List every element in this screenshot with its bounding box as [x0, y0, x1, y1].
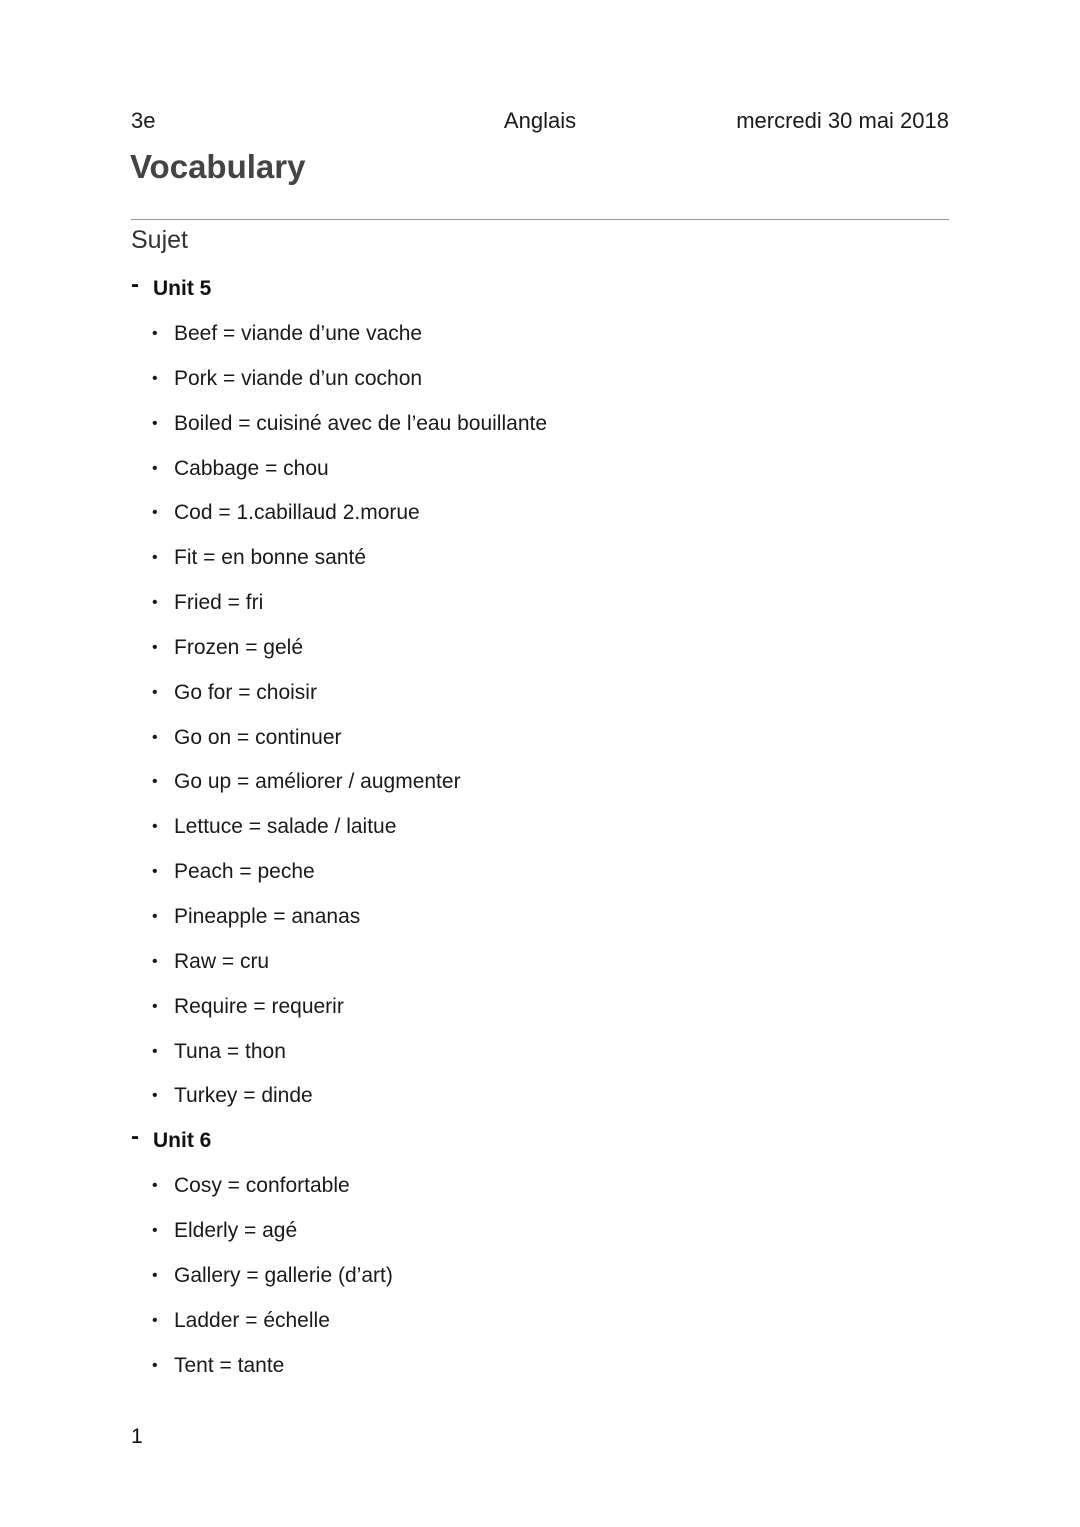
bullet-icon: • [152, 1266, 158, 1284]
bullet-icon: • [152, 952, 158, 970]
vocab-entry: Go for = choisir [174, 680, 317, 704]
unit-label: Unit 6 [153, 1129, 212, 1153]
bullet-icon: • [152, 1356, 158, 1374]
bullet-icon: • [152, 683, 158, 701]
vocab-item [131, 715, 949, 760]
vocab-item [131, 311, 949, 356]
vocab-item [131, 804, 949, 849]
vocab-list-unit-6 [131, 1163, 949, 1387]
bullet-icon: • [152, 414, 158, 432]
vocab-item [131, 1163, 949, 1208]
section-label: Sujet [131, 226, 188, 254]
vocab-item [131, 1298, 949, 1343]
vocab-entry: Pineapple = ananas [174, 904, 361, 928]
vocab-entry: Fit = en bonne santé [174, 546, 367, 570]
vocab-item [131, 1253, 949, 1298]
vocabulary-content [131, 266, 949, 1387]
vocab-item [131, 580, 949, 625]
vocab-item [131, 1208, 949, 1253]
unit-heading [131, 266, 949, 311]
bullet-icon: • [152, 773, 158, 791]
bullet-icon: • [152, 594, 158, 612]
vocab-entry: Peach = peche [174, 860, 315, 884]
vocab-list-unit-5 [131, 311, 949, 1118]
header-class-level: 3e [131, 108, 156, 133]
vocab-entry: Frozen = gelé [174, 635, 303, 659]
vocab-item [131, 401, 949, 446]
vocab-item [131, 984, 949, 1029]
dash-marker: - [131, 271, 139, 298]
vocab-item [131, 1029, 949, 1074]
vocab-item [131, 759, 949, 804]
bullet-icon: • [152, 1087, 158, 1105]
bullet-icon: • [152, 1042, 158, 1060]
bullet-icon: • [152, 638, 158, 656]
page-title: Vocabulary [130, 148, 306, 185]
vocab-item [131, 1073, 949, 1118]
vocab-entry: Cabbage = chou [174, 456, 329, 480]
vocab-entry: Cosy = confortable [174, 1174, 350, 1198]
vocab-item [131, 894, 949, 939]
vocab-entry: Cod = 1.cabillaud 2.morue [174, 501, 420, 525]
vocab-item [131, 670, 949, 715]
header-date: mercredi 30 mai 2018 [736, 108, 949, 133]
page-header [131, 108, 949, 136]
vocab-entry: Ladder = échelle [174, 1308, 330, 1332]
vocab-entry: Tent = tante [174, 1353, 285, 1377]
bullet-icon: • [152, 1311, 158, 1329]
vocab-entry: Turkey = dinde [174, 1084, 313, 1108]
vocab-item [131, 535, 949, 580]
unit-heading [131, 1118, 949, 1163]
dash-marker: - [131, 1123, 139, 1151]
vocab-item [131, 849, 949, 894]
bullet-icon: • [152, 1222, 158, 1240]
bullet-icon: • [152, 907, 158, 925]
header-subject: Anglais [503, 108, 577, 133]
vocab-item [131, 490, 949, 535]
vocab-item [131, 356, 949, 401]
bullet-icon: • [152, 459, 158, 477]
vocab-entry: Boiled = cuisiné avec de l’eau bouillante [174, 411, 548, 435]
vocab-entry: Pork = viande d’un cochon [174, 366, 423, 390]
bullet-icon: • [152, 325, 158, 342]
bullet-icon: • [152, 863, 158, 881]
vocab-entry: Go on = continuer [174, 725, 342, 749]
vocab-entry: Raw = cru [174, 949, 270, 973]
bullet-icon: • [152, 504, 158, 522]
unit-label: Unit 5 [153, 277, 212, 300]
bullet-icon: • [152, 369, 158, 387]
bullet-icon: • [152, 549, 158, 567]
bullet-icon: • [152, 818, 158, 836]
page-number: 1 [131, 1425, 143, 1448]
vocab-item [131, 939, 949, 984]
vocab-entry: Elderly = agé [174, 1219, 298, 1243]
vocab-entry: Require = requerir [174, 994, 344, 1018]
vocab-item [131, 625, 949, 670]
vocab-entry: Lettuce = salade / laitue [174, 815, 397, 839]
divider-line [131, 219, 949, 220]
vocab-entry: Gallery = gallerie (d’art) [174, 1263, 393, 1287]
bullet-icon: • [152, 1177, 158, 1195]
vocab-entry: Go up = améliorer / augmenter [174, 770, 461, 794]
vocab-entry: Fried = fri [174, 591, 264, 615]
bullet-icon: • [152, 728, 158, 746]
vocab-entry: Tuna = thon [174, 1039, 286, 1063]
vocab-entry: Beef = viande d’une vache [174, 322, 423, 345]
vocab-item [131, 446, 949, 491]
vocab-item [131, 1343, 949, 1388]
bullet-icon: • [152, 997, 158, 1015]
